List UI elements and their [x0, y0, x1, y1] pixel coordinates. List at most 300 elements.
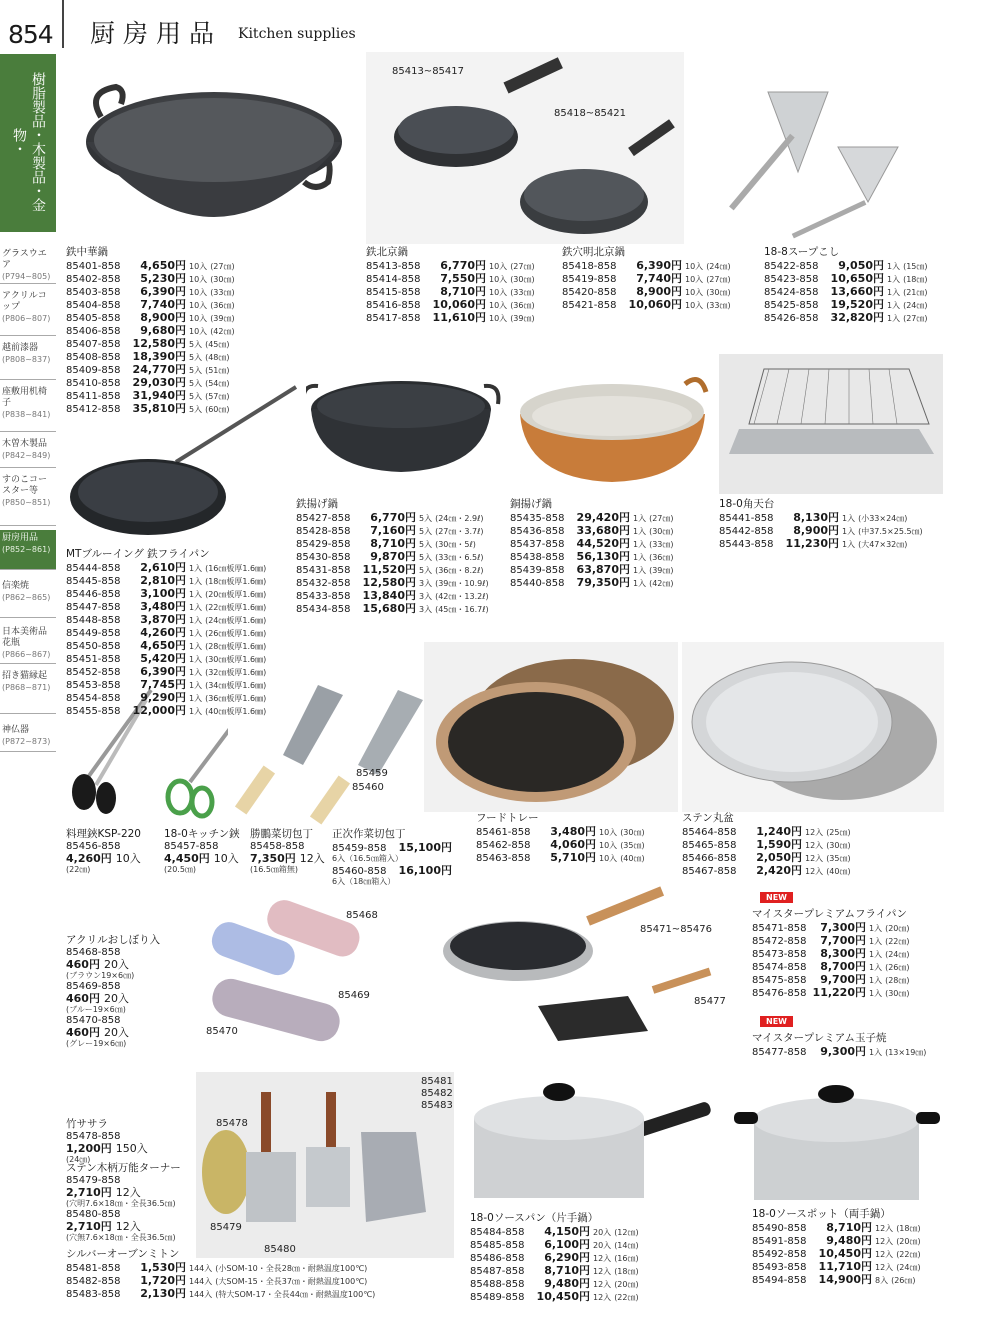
side-nav-item[interactable] [0, 722, 56, 752]
product-price: 7,160円 [370, 524, 416, 537]
product-price: 14,900円 [818, 1273, 872, 1286]
product-qty: 12入 [593, 1254, 612, 1263]
product-code: 85433-858 [296, 591, 351, 602]
product-code: 85409-858 [66, 365, 121, 376]
product-size: (グレー19×6㎝) [66, 1039, 127, 1048]
product-size: (36㎝) [210, 301, 235, 310]
product-price: 7,740円 [636, 272, 682, 285]
product-price: 6,770円 [370, 511, 416, 524]
product-size: (27㎝) [903, 314, 928, 323]
product-qty: 12入 [593, 1280, 612, 1289]
product-size: (33㎝) [649, 540, 674, 549]
product-qty: 1入 [633, 540, 647, 549]
product-qty: 12入 [593, 1267, 612, 1276]
saucepan-photo [464, 1070, 720, 1210]
product-row [296, 511, 489, 524]
product-row [66, 691, 266, 704]
side-nav-label: 招き猫縁起 [2, 671, 48, 681]
product-price: 7,550円 [440, 272, 486, 285]
product-code: 85446-858 [66, 589, 121, 600]
product-size: (大SOM-15・全長37㎝・耐熱温度100℃) [215, 1277, 368, 1286]
product-qty: 12入 [299, 852, 325, 865]
product-code: 85474-858 [752, 962, 807, 973]
product-size: (20.5㎝) [164, 865, 197, 874]
product-price: 13,660円 [830, 285, 884, 298]
product-code: 85414-858 [366, 274, 421, 285]
product-price: 8,710円 [440, 285, 486, 298]
product-title: 18-0ソースポット（両手鍋） [752, 1208, 891, 1220]
product-block-foodtray [476, 812, 645, 864]
product-row [296, 537, 489, 550]
product-row [66, 678, 266, 691]
product-price: 10,650円 [830, 272, 884, 285]
product-price: 56,130円 [576, 550, 630, 563]
product-price: 79,350円 [576, 576, 630, 589]
title-divider [62, 0, 64, 48]
product-block-frypan [66, 548, 266, 717]
product-price: 29,420円 [576, 511, 630, 524]
product-size: (18㎝) [896, 1224, 921, 1233]
product-price: 9,050円 [838, 259, 884, 272]
product-size: (48㎝) [205, 353, 230, 362]
category-tab[interactable] [0, 54, 56, 232]
product-size: (14㎝) [614, 1241, 639, 1250]
product-size: (20㎝) [614, 1280, 639, 1289]
product-qty: 12入 [115, 1220, 141, 1233]
side-nav-label: アクリルコップ [2, 291, 47, 312]
side-nav-pages: (P872~873) [2, 737, 51, 746]
product-row [66, 652, 266, 665]
product-code: 85466-858 [682, 853, 737, 864]
product-price: 3,870円 [140, 613, 186, 626]
wok-photo [66, 52, 362, 244]
product-block-ksp [66, 828, 141, 875]
product-row [470, 1277, 639, 1290]
product-block-turner [66, 1162, 181, 1243]
product-code: 85480-858 [66, 1209, 121, 1220]
product-row [562, 298, 731, 311]
product-code: 85402-858 [66, 274, 121, 285]
photo-label: 85459 [356, 768, 388, 779]
product-code: 85417-858 [366, 313, 421, 324]
product-price-line [66, 958, 160, 971]
food-tray-photo [424, 642, 678, 812]
product-qty: 1入 [189, 642, 203, 651]
side-nav-item[interactable] [0, 340, 56, 380]
product-row [510, 511, 674, 524]
product-size: (18㎝) [614, 1267, 639, 1276]
product-size: (30㎝板厚1.6㎜) [205, 655, 267, 664]
side-nav-pages: (P868~871) [2, 683, 51, 692]
product-qty: 20入 [103, 992, 129, 1005]
product-price: 1,720円 [140, 1274, 186, 1287]
product-code: 85482-858 [66, 1276, 121, 1287]
product-qty: 1入 [189, 681, 203, 690]
product-price: 5,230円 [140, 272, 186, 285]
product-code: 85419-858 [562, 274, 617, 285]
product-size: (18㎝) [903, 275, 928, 284]
product-price: 8,300円 [820, 947, 866, 960]
product-code: 85481-858 [66, 1263, 121, 1274]
product-row [752, 934, 910, 947]
product-size: (中37.5×25.5㎝) [858, 527, 923, 536]
product-row [682, 864, 851, 877]
product-title: 勝鵬菜切包丁 [250, 828, 313, 840]
product-qty: 12入 [593, 1293, 612, 1302]
photo-label: 85483 [421, 1100, 453, 1111]
product-size: (30㎝) [885, 989, 910, 998]
side-nav-pages: (P842~849) [2, 451, 51, 460]
product-row [682, 838, 851, 851]
product-code: 85452-858 [66, 667, 121, 678]
product-price: 10,450円 [536, 1290, 590, 1303]
product-block-soup [764, 246, 928, 324]
product-row [764, 272, 928, 285]
product-title: 銅揚げ鍋 [510, 498, 552, 510]
product-row [66, 1261, 375, 1274]
product-code: 85478-858 [66, 1131, 121, 1142]
saucepot-photo [724, 1070, 944, 1210]
product-size: (40㎝) [620, 854, 645, 863]
product-size: (30㎝) [620, 828, 645, 837]
product-price: 9,870円 [370, 550, 416, 563]
product-note: 6入（18㎝箱入） [332, 877, 396, 886]
side-nav-item[interactable] [0, 436, 56, 468]
product-qty: 1入 [189, 655, 203, 664]
product-price: 9,480円 [826, 1234, 872, 1247]
product-price: 4,650円 [140, 259, 186, 272]
side-nav-item[interactable] [0, 624, 56, 664]
product-code: 85440-858 [510, 578, 565, 589]
product-size: (24㎝・2.9ℓ) [435, 514, 484, 523]
product-qty: 20入 [593, 1241, 612, 1250]
product-code: 85429-858 [296, 539, 351, 550]
stainless-tray-photo [682, 642, 944, 812]
product-price: 460円 [66, 1026, 100, 1039]
product-size: (45㎝・16.7ℓ) [435, 605, 489, 614]
product-qty: 3入 [419, 605, 433, 614]
product-price-line [66, 992, 160, 1005]
product-title: ステン木柄万能ターナー [66, 1162, 181, 1174]
product-code: 85491-858 [752, 1236, 807, 1247]
product-block-acryl [66, 934, 160, 1049]
product-row [66, 704, 266, 717]
product-row [719, 537, 923, 550]
product-size: (15㎝) [903, 262, 928, 271]
product-qty: 1入 [842, 540, 856, 549]
photo-label: 85482 [421, 1088, 453, 1099]
side-nav-pages: (P808~837) [2, 355, 51, 364]
product-size: (30㎝) [826, 841, 851, 850]
product-code: 85442-858 [719, 526, 774, 537]
product-note: 6入（16.5㎝箱入） [332, 854, 403, 863]
product-code: 85471-858 [752, 923, 807, 934]
side-nav-label: グラスウエア [2, 249, 47, 270]
product-price: 8,900円 [636, 285, 682, 298]
product-title: ステン丸盆 [682, 812, 734, 824]
product-price: 35,810円 [132, 402, 186, 415]
product-row [66, 587, 266, 600]
side-nav-item[interactable] [0, 288, 56, 336]
product-price-line [66, 852, 141, 865]
product-row [752, 947, 910, 960]
new-badge: NEW [760, 1016, 793, 1027]
product-row [66, 311, 235, 324]
product-price: 1,240円 [756, 825, 802, 838]
product-qty: 5入 [189, 392, 203, 401]
product-qty: 5入 [419, 566, 433, 575]
product-code: 85460-858 [332, 866, 387, 877]
product-code: 85403-858 [66, 287, 121, 298]
product-code: 85425-858 [764, 300, 819, 311]
product-size: (22㎝) [885, 937, 910, 946]
product-size: (40㎝板厚1.6㎜) [205, 707, 267, 716]
product-qty: 1入 [869, 950, 883, 959]
side-nav-item[interactable] [0, 384, 56, 432]
product-code: 85413-858 [366, 261, 421, 272]
product-code: 85430-858 [296, 552, 351, 563]
product-code: 85470-858 [66, 1015, 121, 1026]
product-size: (36㎝) [510, 301, 535, 310]
product-qty: 10入 [115, 852, 141, 865]
product-size: (54㎝) [205, 379, 230, 388]
product-size: (26㎝) [891, 1276, 916, 1285]
product-size: (16.5㎝箱無) [250, 865, 299, 874]
product-qty: 10入 [189, 314, 208, 323]
product-price: 2,710円 [66, 1186, 112, 1199]
product-qty: 1入 [869, 1048, 883, 1057]
product-price-line [66, 1186, 181, 1199]
side-nav-item[interactable] [0, 668, 56, 714]
product-code: 85443-858 [719, 539, 774, 550]
product-code: 85431-858 [296, 565, 351, 576]
product-code: 85451-858 [66, 654, 121, 665]
product-size: (13×19㎝) [885, 1048, 927, 1057]
product-price: 10,450円 [818, 1247, 872, 1260]
product-row [366, 298, 535, 311]
product-price: 6,390円 [636, 259, 682, 272]
product-row [66, 389, 235, 402]
product-price: 32,820円 [830, 311, 884, 324]
product-size: (42㎝) [649, 579, 674, 588]
product-price: 1,200円 [66, 1142, 112, 1155]
product-price: 24,770円 [132, 363, 186, 376]
product-price: 11,610円 [432, 311, 486, 324]
side-nav-item[interactable] [0, 578, 56, 618]
product-size: (27㎝・3.7ℓ) [435, 527, 484, 536]
product-price: 2,810円 [140, 574, 186, 587]
product-code: 85432-858 [296, 578, 351, 589]
product-size: (24㎝) [706, 262, 731, 271]
product-qty: 5入 [419, 527, 433, 536]
product-price: 1,530円 [140, 1261, 186, 1274]
product-price: 6,390円 [140, 285, 186, 298]
product-qty: 10入 [685, 275, 704, 284]
product-row [66, 665, 266, 678]
product-qty: 1入 [633, 566, 647, 575]
product-qty: 10入 [489, 288, 508, 297]
product-price: 11,230円 [785, 537, 839, 550]
product-block-meister_pan [752, 908, 910, 999]
product-row [470, 1290, 639, 1303]
product-qty: 1入 [633, 579, 647, 588]
product-row [752, 1221, 921, 1234]
product-code: 85422-858 [764, 261, 819, 272]
page-subtitle: Kitchen supplies [238, 26, 356, 42]
product-row [470, 1225, 639, 1238]
product-code: 85487-858 [470, 1266, 525, 1277]
product-size: (27㎝) [706, 275, 731, 284]
product-qty: 1入 [189, 616, 203, 625]
product-size: (60㎝) [205, 405, 230, 414]
product-qty: 10入 [189, 301, 208, 310]
product-price: 2,050円 [756, 851, 802, 864]
product-code: 85438-858 [510, 552, 565, 563]
product-row [752, 960, 910, 973]
side-nav-item[interactable] [0, 530, 56, 570]
product-qty: 1入 [887, 262, 901, 271]
product-row [66, 285, 235, 298]
product-row [296, 563, 489, 576]
product-price-line [250, 852, 325, 865]
product-price: 4,450円 [164, 852, 210, 865]
product-row [66, 376, 235, 389]
product-price: 15,680円 [362, 602, 416, 615]
product-qty: 12入 [805, 854, 824, 863]
product-size: (ブルー19×6㎝) [66, 1005, 126, 1014]
product-code: 85479-858 [66, 1175, 121, 1186]
product-code: 85444-858 [66, 563, 121, 574]
product-qty: 144入 [189, 1277, 213, 1286]
product-code: 85492-858 [752, 1249, 807, 1260]
product-price-line [66, 1220, 181, 1233]
product-code: 85428-858 [296, 526, 351, 537]
product-qty: 12入 [805, 841, 824, 850]
product-size: (33㎝) [510, 288, 535, 297]
product-block-mitten [66, 1248, 375, 1300]
side-nav-pages: (P806~807) [2, 314, 51, 323]
product-row [366, 285, 535, 298]
product-row [682, 851, 851, 864]
product-code: 85485-858 [470, 1240, 525, 1251]
product-price: 63,870円 [576, 563, 630, 576]
product-title: MTブルーイング 鉄フライパン [66, 548, 210, 560]
product-row [66, 574, 266, 587]
product-row [66, 350, 235, 363]
product-price: 4,260円 [66, 852, 112, 865]
product-price: 2,710円 [66, 1220, 112, 1233]
product-price: 2,610円 [140, 561, 186, 574]
product-size: (28㎝) [885, 976, 910, 985]
product-code: 85458-858 [250, 841, 305, 852]
product-size: (26㎝) [885, 963, 910, 972]
product-size: (27㎝) [210, 262, 235, 271]
product-size: (45㎝) [205, 340, 230, 349]
product-qty: 10入 [489, 314, 508, 323]
pekin-pan-photo [366, 52, 684, 244]
product-row [296, 602, 489, 615]
product-code: 85477-858 [752, 1047, 807, 1058]
product-price: 8,710円 [826, 1221, 872, 1234]
product-price: 3,480円 [550, 825, 596, 838]
product-row [66, 613, 266, 626]
product-qty: 12入 [805, 867, 824, 876]
product-size: (33㎝) [706, 301, 731, 310]
product-size: (26㎝板厚1.6㎜) [205, 629, 267, 638]
product-qty: 10入 [685, 262, 704, 271]
product-code: 85426-858 [764, 313, 819, 324]
product-size: (42㎝) [210, 327, 235, 336]
product-qty: 1入 [887, 314, 901, 323]
product-size: (39㎝) [210, 314, 235, 323]
product-size: (30㎝) [706, 288, 731, 297]
product-size: (39㎝・10.9ℓ) [435, 579, 489, 588]
product-qty: 3入 [419, 592, 433, 601]
product-qty: 1入 [869, 924, 883, 933]
product-qty: 20入 [593, 1228, 612, 1237]
product-qty: 1入 [869, 963, 883, 972]
product-price: 5,710円 [550, 851, 596, 864]
product-qty: 1入 [633, 553, 647, 562]
product-size: (小33×24㎝) [858, 514, 908, 523]
product-size: (30㎝) [649, 527, 674, 536]
side-nav-item[interactable] [0, 246, 56, 284]
product-row [66, 298, 235, 311]
product-row [66, 639, 266, 652]
product-code: 85483-858 [66, 1289, 121, 1300]
product-qty: 12入 [875, 1250, 894, 1259]
product-qty: 10入 [489, 262, 508, 271]
product-title: シルバーオーブンミトン [66, 1248, 180, 1260]
product-code: 85406-858 [66, 326, 121, 337]
product-price: 4,260円 [140, 626, 186, 639]
product-size: (39㎝) [649, 566, 674, 575]
product-title: 鉄穴明北京鍋 [562, 246, 625, 258]
product-qty: 1入 [189, 694, 203, 703]
product-code: 85472-858 [752, 936, 807, 947]
product-block-ageage [296, 498, 489, 615]
product-title: 竹ササラ [66, 1118, 108, 1130]
product-code: 85407-858 [66, 339, 121, 350]
product-price: 460円 [66, 958, 100, 971]
product-code: 85412-858 [66, 404, 121, 415]
product-size: (穴明7.6×18㎝・全長36.5㎝) [66, 1199, 176, 1208]
product-row [66, 1287, 375, 1300]
product-row [510, 524, 674, 537]
product-price: 9,290円 [140, 691, 186, 704]
product-qty: 12入 [115, 1186, 141, 1199]
product-qty: 144入 [189, 1264, 213, 1273]
side-nav-pages: (P850~851) [2, 498, 51, 507]
product-qty: 1入 [189, 707, 203, 716]
product-row [296, 589, 489, 602]
side-nav-item[interactable] [0, 472, 56, 526]
product-code: 85469-858 [66, 981, 121, 992]
product-row [470, 1238, 639, 1251]
photo-label: 85470 [206, 1026, 238, 1037]
product-row [296, 524, 489, 537]
product-qty: 1入 [189, 668, 203, 677]
product-size: (35㎝) [620, 841, 645, 850]
photo-label: 85460 [352, 782, 384, 793]
product-row [296, 576, 489, 589]
product-code: 85465-858 [682, 840, 737, 851]
product-code: 85436-858 [510, 526, 565, 537]
product-code: 85489-858 [470, 1292, 525, 1303]
copper-fry-pot-photo [510, 354, 715, 494]
product-block-douage [510, 498, 674, 589]
product-block-masamune [332, 828, 452, 887]
